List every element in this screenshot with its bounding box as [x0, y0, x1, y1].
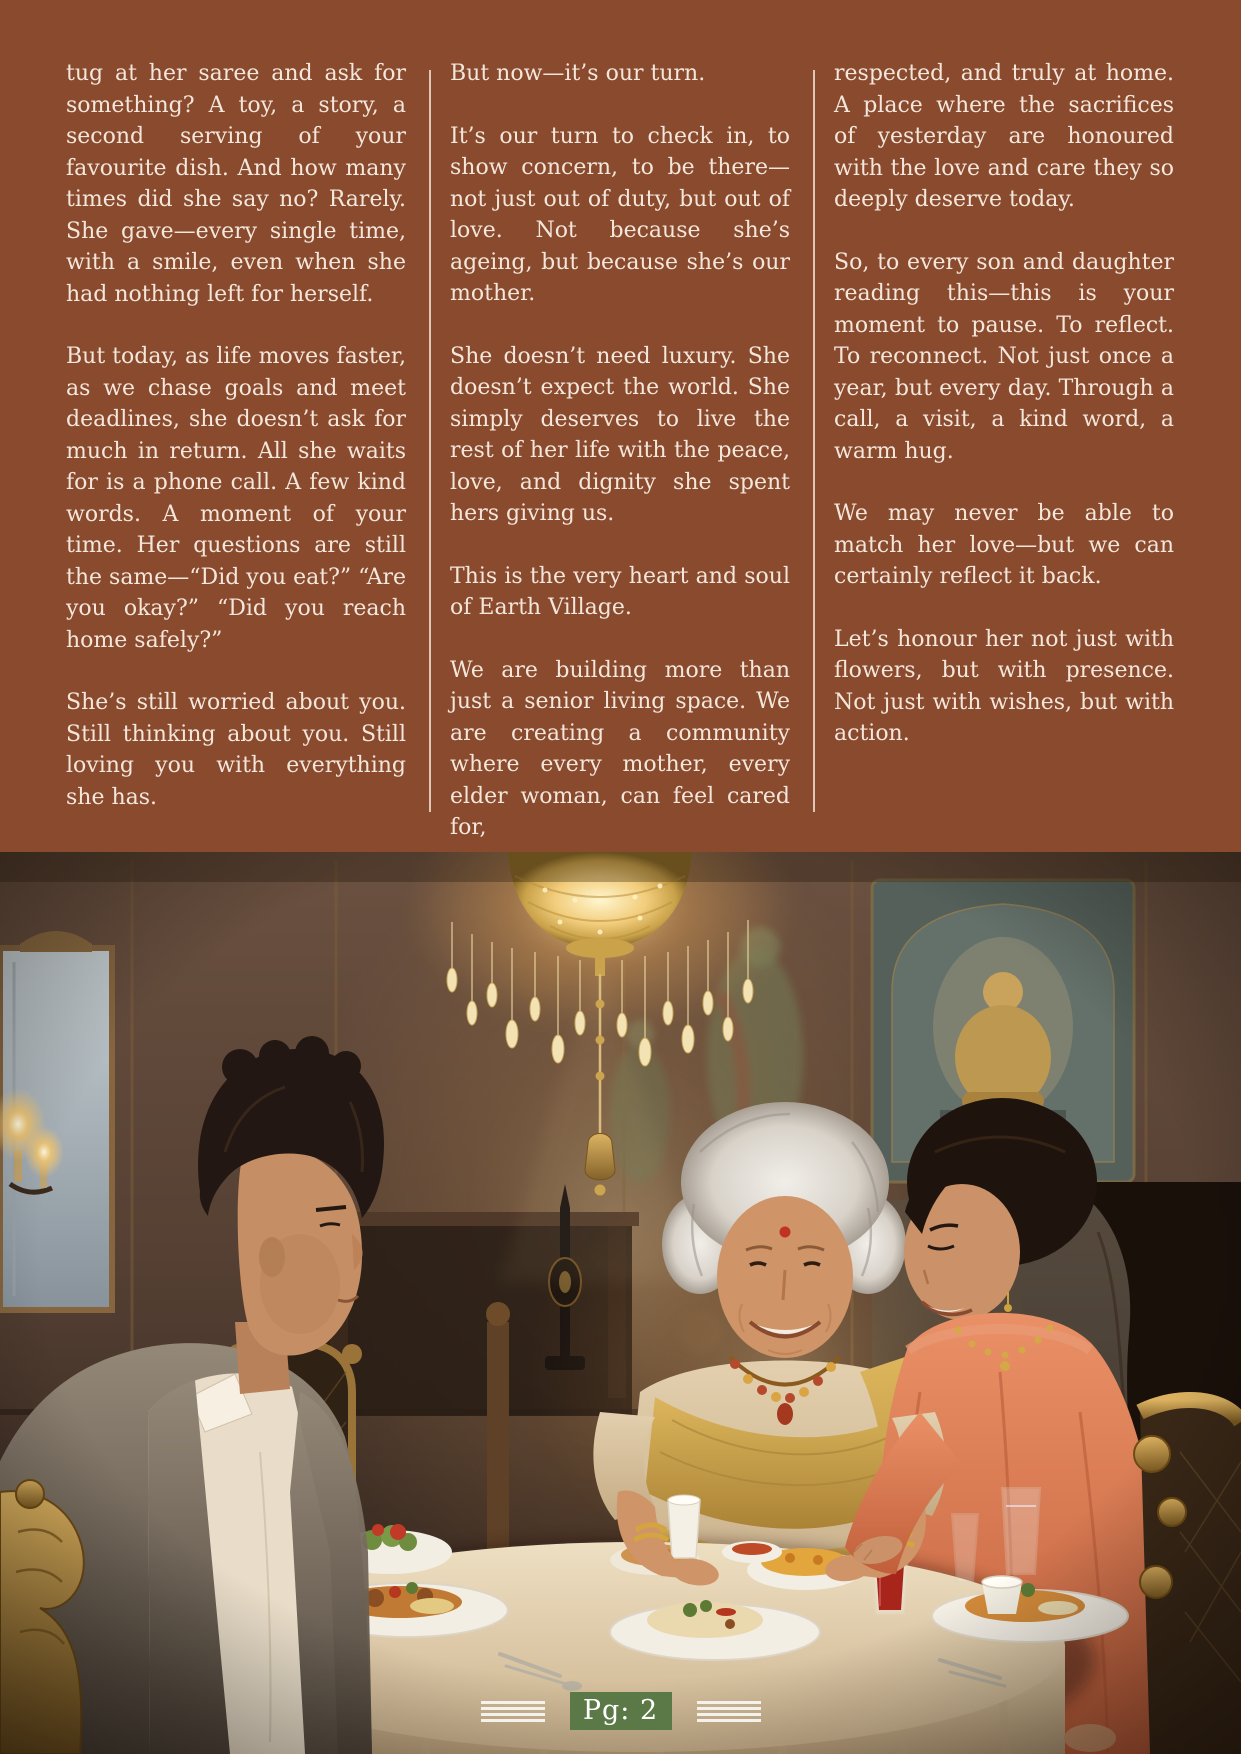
column-divider: [429, 70, 431, 812]
paragraph: But today, as life moves faster, as we chase goals and meet deadlines, she doesn’t ask for much in return. All she waits for is a phone call. A few kind words. A moment of your time. Her questions are still the same—“Did you eat?” “Are you okay?” “Did you reach home safely?”: [66, 344, 406, 653]
decorative-lines-right: [697, 1701, 761, 1722]
paragraph: She’s still worried about you. Still thinking about you. Still loving you with everything she has.: [66, 690, 406, 810]
paragraph: We may never be able to match her love—but we can certainly reflect it back.: [834, 501, 1174, 589]
text-column-3: [834, 58, 1174, 781]
paragraph: respected, and truly at home. A place where the sacrifices of yesterday are honoured with the love and care they so deeply deserve today.: [834, 61, 1174, 212]
paragraph: This is the very heart and soul of Earth Village.: [450, 563, 790, 620]
top-shadow: [0, 852, 1241, 882]
paragraph: She doesn’t need luxury. She doesn’t expect the world. She simply deserves to live the rest of her life with the peace, love, and dignity she spent hers giving us.: [450, 343, 790, 526]
family-dinner-photo: [0, 852, 1241, 1754]
paragraph: tug at her saree and ask for something? A toy, a story, a second serving of your favourite dish. And how many times did she say no? Rarely. She gave—every single time, with a smile, even when she had nothing left for herself.: [66, 61, 406, 307]
paragraph: Let’s honour her not just with flowers, but with presence. Not just with wishes, but with action.: [834, 626, 1174, 746]
text-column-2: [450, 58, 790, 875]
paragraph: We are building more than just a senior living space. We are creating a community where every mother, every elder woman, can feel cared for,: [450, 657, 790, 840]
paragraph: But now—it’s our turn.: [450, 61, 706, 86]
page-footer: [0, 1692, 1241, 1730]
paragraph: It’s our turn to check in, to show concern, to be there—not just out of duty, but out of love. Not because she’s ageing, but because she’s our mother.: [450, 123, 790, 306]
article-text-block: [0, 0, 1241, 852]
page-number-badge: [570, 1692, 672, 1730]
vignette: [0, 852, 1241, 1754]
decorative-lines-left: [481, 1701, 545, 1722]
text-column-1: [66, 58, 406, 844]
page-number-label: Pg: 2: [582, 1695, 659, 1726]
column-divider: [813, 70, 815, 812]
paragraph: So, to every son and daughter reading this—this is your moment to pause. To reflect. To reconnect. Not just once a year, but every day. Through a call, a visit, a kind word, a warm hug.: [834, 249, 1174, 464]
